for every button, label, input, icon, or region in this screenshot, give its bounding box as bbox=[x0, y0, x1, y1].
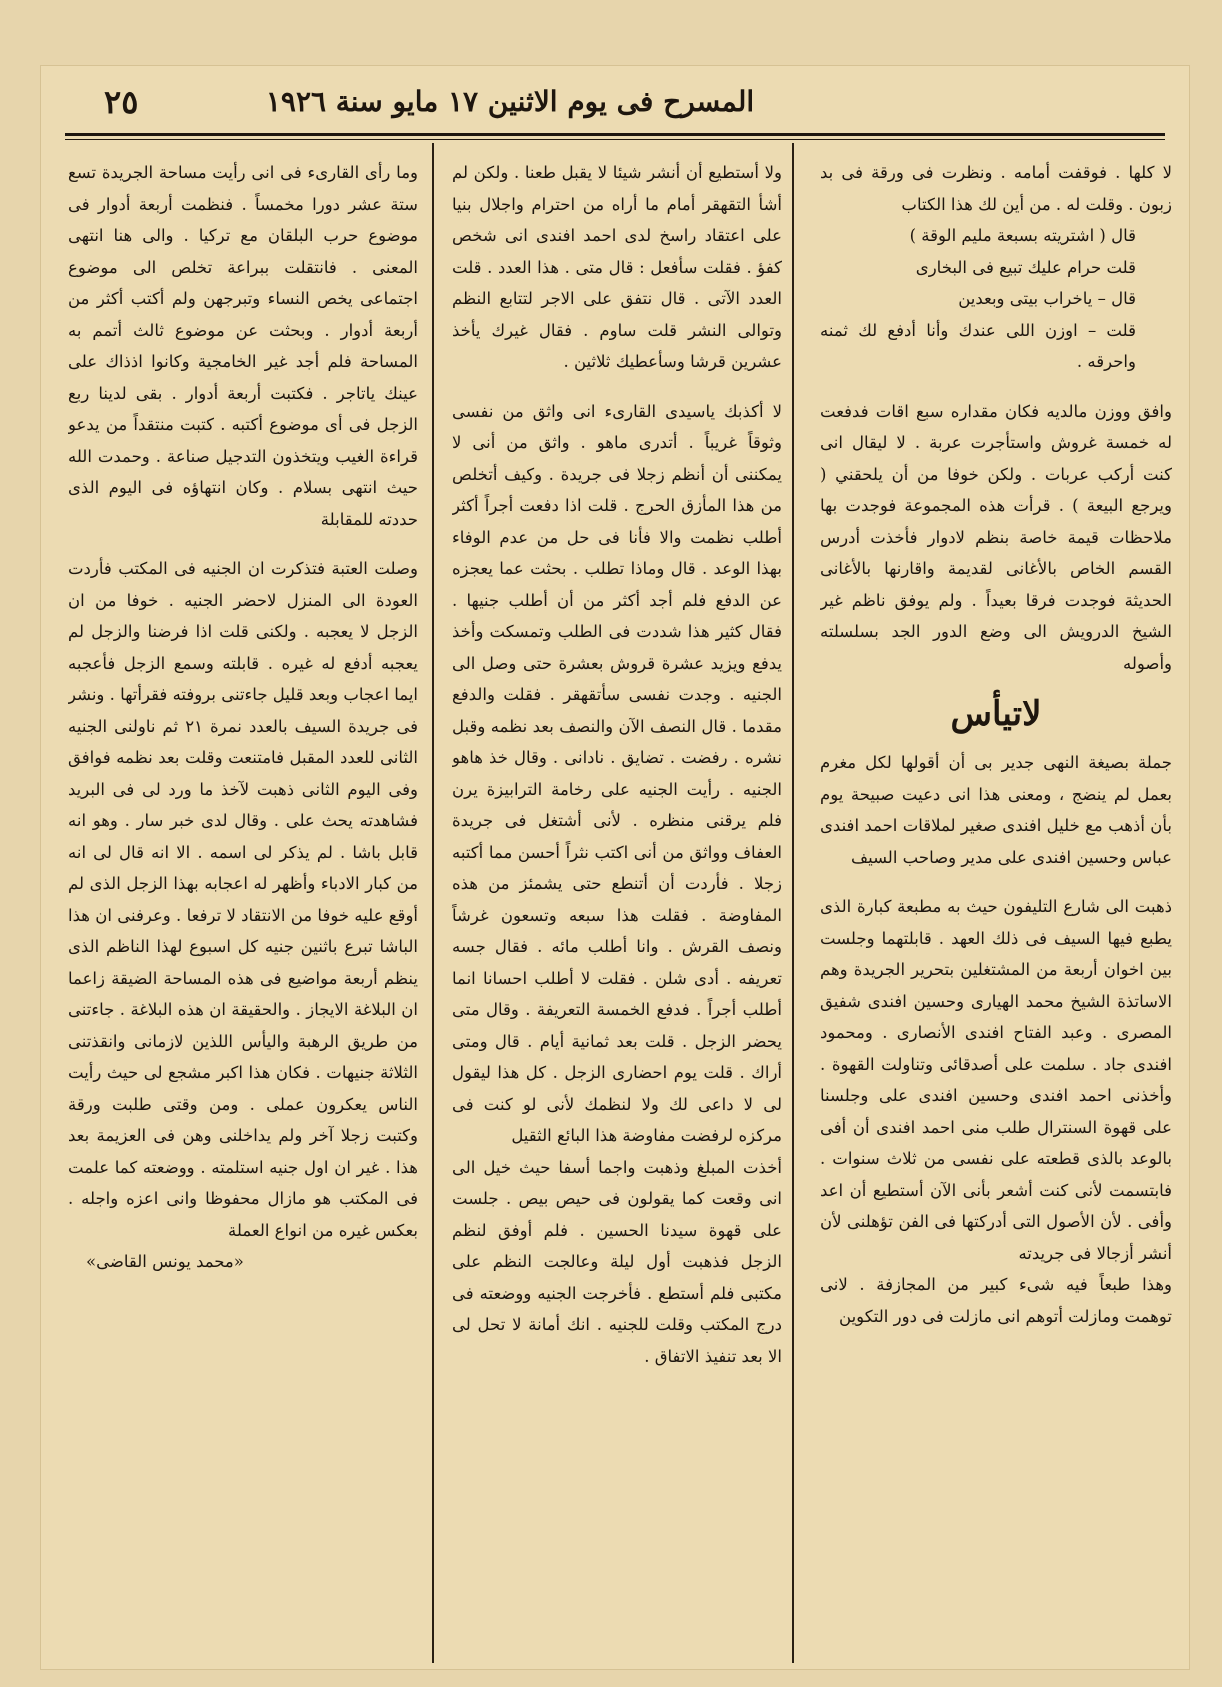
paragraph: ولا أستطيع أن أنشر شيئا لا يقبل طعنا . ولكن لم أشأ التقهقر أمام ما أراه من احترام واجلال بنيا على اعتقاد راسخ لدى احمد افندى انى شخص كفؤ . فقلت سأفعل : قال متى . هذا العدد . قلت العدد الآتى . قال نتفق على الاجر لتتابع النظم وتوالى النشر قلت ساوم . فقال غيرك يأخذ عشرين قرشا وسأعطيك ثلاثين . bbox=[452, 163, 782, 371]
paragraph: لا أكذبك ياسيدى القارىء انى واثق من نفسى وثوقاً غريباً . أتدرى ماهو . واثق من أنى لا يمكننى أن أنظم زجلا فى جريدة . وكيف أتخلص من هذا المأزق الحرج . قلت اذا دفعت أجراً أكثر أطلب نظمت والا فأنا فى حل من عدم الوفاء بهذا الوعد . قال وماذا تطلب . بحثت عما يعجزه عن الدفع فلم أجد أكثر من أن أطلب جنيها . فقال كثير هذا شددت فى الطلب وتمسكت وأخذ يدفع ويزيد عشرة قروش بعشرة حتى وصل الى الجنيه . وجدت نفسى سأتقهقر . فقلت والدفع مقدما . قال النصف الآن والنصف بعد نظمه وقبل نشره . رفضت . تضايق . نادانى . وقال خذ هاهو الجنيه . رأيت الجنيه على رخامة الترابيزة يرن فلم يرقنى منظره . لأنى أشتغل فى جريدة العفاف وواثق من أنى اكتب نثراً أحسن مما أكتبه زجلا . فأردت أن أتنطع حتى يشمئز من هذه المفاوضة . فقلت هذا سبعه وتسعون غرشاً ونصف القرش . وانا أطلب مائه . فقال جسه تعريفه . أدى شلن . فقلت لا أطلب احسانا انما أطلب أجراً . فدفع الخمسة التعريفة . وقال متى يحضر الزجل . قلت بعد ثمانية أيام . قال ومتى أراك . قلت يوم احضارى الزجل . كل هذا ليقول لى لا داعى لك ولا لنظمك لأنى لو كنت فى مركزه لرفضت مفاوضة هذا البائع الثقيل bbox=[452, 401, 782, 1145]
paragraph: وما رأى القارىء فى انى رأيت مساحة الجريدة تسع ستة عشر دورا مخمساً . فنظمت أربعة أدوار فى موضوع حرب البلقان مع تركيا . والى هنا انتهى المعنى . فانتقلت ببراعة تخلص الى موضوع اجتماعى يخص النساء وتبرجهن ولم أكتب أكثر من أربعة أدوار . وبحثت عن موضوع ثالث أتمم به المساحة فلم أجد غير الخامجية وكانوا اذذاك على عينك ياتاجر . فكتبت أربعة أدوار . بقى لدينا ربع الزجل فى أى موضوع أكتبه . كتبت منتقداً من يدعو قراءة الغيب ويتخذون التدجيل صناعة . وحمدت الله حيث انتهى بسلام . وكان انتهاؤه فى اليوم الذى حددته للمقابلة bbox=[68, 163, 418, 529]
paragraph: ذهبت الى شارع التليفون حيث به مطبعة كبارة الذى يطبع فيها السيف فى ذلك العهد . قابلتهما وجلست بين اخوان أربعة من المشتغلين بتحرير الجريدة وهم الاساتذة الشيخ محمد الهيارى وحسين افندى شفيق المصرى . وعبد الفتاح افندى الأنصارى . ومحمود افندى جاد . سلمت على أصدقائى وتناولت القهوة . وأخذنى احمد افندى وحسين افندى على وجلسنا على قهوة السنترال طلب منى احمد افندى أن أفى بالوعد بالذى قطعته على نفسى من ثلاث سنوات . فابتسمت لأنى كنت أشعر بأنى الآن أستطيع أن اعد وأفى . لأن الأصول التى أدركتها فى الفن تؤهلنى لأن أنشر أزجالا فى جريدته bbox=[820, 897, 1172, 1263]
header-rule-thin bbox=[65, 139, 1165, 140]
author-signature: «محمد يونس القاضى» bbox=[86, 1252, 244, 1271]
verse-line: قال ( اشتريته بسبعة مليم الوقة ) bbox=[909, 226, 1136, 245]
paragraph: لا كلها . فوقفت أمامه . ونظرت فى ورقة فى بد زبون . وقلت له . من أين لك هذا الكتاب bbox=[820, 163, 1172, 214]
page-header bbox=[40, 65, 1190, 135]
article-heading: لاتيأس bbox=[950, 694, 1042, 734]
verse-line: قال – ياخراب بيتى وبعدين bbox=[958, 289, 1136, 308]
paragraph: وهذا طبعاً فيه شىء كبير من المجازفة . لانى توهمت ومازلت أتوهم انى مازلت فى دور التكوين bbox=[820, 1275, 1172, 1326]
verse-line: قلت حرام عليك تبيع فى البخارى bbox=[915, 257, 1136, 277]
paragraph: وصلت العتبة فتذكرت ان الجنيه فى المكتب فأردت العودة الى المنزل لاحضر الجنيه . خوفا من ان الزجل لا يعجبه . ولكنى قلت اذا فرضنا والزجل لم يعجبه أدفع له غيره . قابلته وسمع الزجل فأعجبه ايما اعجاب وبعد قليل جاءتنى بروفته فقرأتها . ونشر فى جريدة السيف بالعدد نمرة ٢١ ثم ناولنى الجنيه الثانى للعدد المقبل فامتنعت وقلت بعد نظمه فوافق وفى اليوم الثانى ذهبت لآخذ ما ورد لى فى البريد فشاهدته يحث على . وقال لدى خبر سار . وهو انه قابل باشا . لم يذكر لى اسمه . الا انه قال لى انه من كبار الادباء وأظهر له اعجابه بهذا الزجل الذى لم أوقع عليه خوفا من الانتقاد لا ترفعا . وعرفنى ان هذا الباشا تبرع باثنين جنيه كل اسبوع لهذا الناظم الذى ينظم أربعة مواضيع فى هذه المساحة الضيقة زاعما ان البلاغة الايجاز . والحقيقة ان هذه البلاغة . جاءتنى من طريق الرهبة واليأس اللذين لازمانى وانقذتنى الثلاثة جنيهات . فكان هذا اكبر مشجع لى حيث رأيت الناس يعكرون عملى . ومن وقتى طلبت ورقة وكتبت زجلا آخر ولم يداخلنى وهن فى العزيمة بعد هذا . غير ان اول جنيه استلمته . ووضعته كما علمت فى المكتب هو مازال محفوظا وانى اعزه واجله . بعكس غيره من انواع العملة bbox=[68, 559, 418, 1240]
paragraph: جملة بصيغة النهى جدير بى أن أقولها لكل مغرم بعمل لم ينضج ، ومعنى هذا انى دعيت صبيحة يوم بأن أذهب مع خليل افندى صغير لملاقات احمد افندى عباس وحسين افندى على مدير وصاحب السيف bbox=[820, 753, 1172, 867]
column-divider-right bbox=[792, 143, 794, 1663]
page-number: ٢٥ bbox=[104, 83, 139, 121]
paragraph: أخذت المبلغ وذهبت واجما أسفا حيث خيل الى انى وقعت كما يقولون فى حيص بيص . جلست على قهوة سيدنا الحسين . فلم أوفق لنظم الزجل فذهبت أول ليلة وعالجت النظم على مكتبى فلم أستطع . فأخرجت الجنيه ووضعته فى درج المكتب وقلت للجنيه . انك أمانة لا تحل لى الا بعد تنفيذ الاتفاق . bbox=[452, 1157, 782, 1366]
paragraph: وافق ووزن مالديه فكان مقداره سبع اقات فدفعت له خمسة غروش واستأجرت عربة . لا ليقال انى كنت أركب عربات . ولكن خوفا من أن يلحقني ( ويرجع البيعة ) . قرأت هذه المجموعة فوجدت بها ملاحظات قيمة خاصة بنظم لادوار فأخذت أدرس القسم الخاص بالأغانى لقديمة واقارنها بالأغانى الحديثة فوجدت فرقا بعيداً . ولم يوفق ناظم غير الشيخ الدرويش الى وضع الدور الجد بسلسلته وأصوله bbox=[820, 401, 1172, 673]
newspaper-page bbox=[40, 65, 1190, 1670]
column-divider-left bbox=[432, 143, 434, 1663]
column-right bbox=[820, 157, 1172, 1662]
header-title: المسرح فى يوم الاثنين ١٧ مايو سنة ١٩٢٦ bbox=[265, 85, 755, 118]
header-rule bbox=[65, 133, 1165, 136]
column-middle bbox=[452, 157, 782, 1662]
column-left bbox=[68, 157, 418, 1662]
verse-line: قلت – اوزن اللى عندك وأنا أدفع لك ثمنه واحرقه . bbox=[820, 320, 1136, 371]
